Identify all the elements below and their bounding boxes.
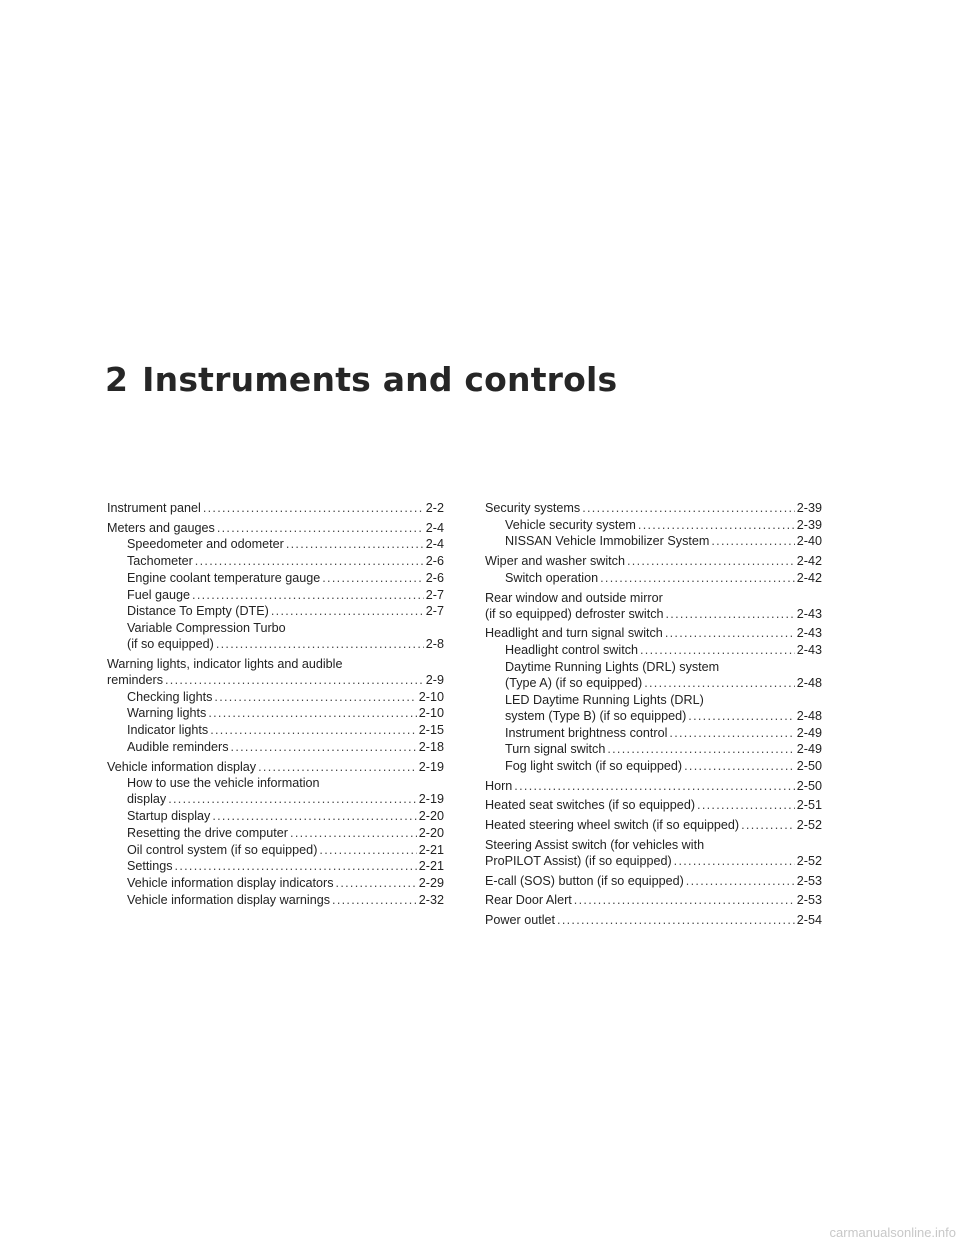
dot-leader (271, 603, 424, 619)
toc-page-number: 2-15 (418, 723, 444, 738)
toc-entry-text: (if so equipped) defroster switch (485, 606, 664, 621)
dot-leader (674, 853, 795, 869)
dot-leader (212, 808, 416, 824)
dot-leader (175, 858, 417, 874)
toc-entry-text-line1: Warning lights, indicator lights and audible (107, 656, 343, 671)
chapter-title-text: Instruments and controls (142, 360, 618, 399)
toc-page-number: 2-4 (425, 520, 444, 535)
dot-leader (600, 570, 795, 586)
toc-entry-text: (if so equipped) (127, 637, 214, 652)
dot-leader (210, 722, 417, 738)
toc-page-number: 2-6 (425, 570, 444, 585)
toc-page-number: 2-19 (418, 792, 444, 807)
dot-leader (168, 791, 417, 807)
toc-entry[interactable] (485, 741, 822, 757)
dot-leader (741, 817, 795, 833)
dot-leader (165, 672, 424, 688)
dot-leader (627, 553, 795, 569)
toc-page-number: 2-50 (796, 759, 822, 774)
toc-entry[interactable] (485, 912, 822, 928)
dot-leader (514, 778, 794, 794)
dot-leader (290, 825, 417, 841)
toc-entry[interactable] (485, 590, 822, 622)
toc-entry[interactable] (485, 817, 822, 833)
toc-entry[interactable] (107, 722, 444, 738)
toc-page-number: 2-42 (796, 570, 822, 585)
toc-entry-text-line1: LED Daytime Running Lights (DRL) (505, 692, 704, 707)
dot-leader (195, 553, 424, 569)
toc-entry-text: Warning lights (127, 706, 207, 721)
toc-entry-text: reminders (107, 673, 163, 688)
toc-entry-text: Settings (127, 859, 173, 874)
dot-leader (192, 587, 424, 603)
toc-entry-text: Speedometer and odometer (127, 537, 284, 552)
toc-page-number: 2-52 (796, 818, 822, 833)
dot-leader (644, 675, 795, 691)
toc-entry-text: display (127, 792, 167, 807)
toc-entry-text: Instrument panel (107, 501, 201, 515)
toc-page-number: 2-39 (796, 501, 822, 515)
toc-entry[interactable] (107, 842, 444, 858)
toc-entry-text: Power outlet (485, 913, 556, 928)
toc-entry[interactable] (107, 825, 444, 841)
dot-leader (640, 642, 795, 658)
toc-entry[interactable] (107, 587, 444, 603)
toc-page-number: 2-48 (796, 708, 822, 723)
toc-page-number: 2-52 (796, 854, 822, 869)
toc-entry[interactable] (107, 656, 444, 688)
dot-leader (711, 533, 794, 549)
toc-page-number: 2-50 (796, 778, 822, 793)
toc-entry[interactable] (485, 553, 822, 569)
toc-page-number: 2-43 (796, 606, 822, 621)
dot-leader (688, 708, 795, 724)
toc-page-number: 2-48 (796, 676, 822, 691)
toc-page-number: 2-40 (796, 534, 822, 549)
toc-entry-text: Heated steering wheel switch (if so equipped) (485, 818, 740, 833)
toc-page-number: 2-21 (418, 842, 444, 857)
toc-entry-text: E-call (SOS) button (if so equipped) (485, 873, 684, 888)
toc-page-number: 2-21 (418, 859, 444, 874)
toc-entry[interactable] (107, 620, 444, 652)
dot-leader (322, 570, 424, 586)
toc-page-number: 2-39 (796, 517, 822, 532)
toc-entry-text: Wiper and washer switch (485, 554, 625, 569)
toc-entry[interactable] (107, 739, 444, 755)
toc-entry[interactable] (485, 892, 822, 908)
toc-entry[interactable] (107, 705, 444, 721)
dot-leader (216, 636, 424, 652)
toc-page-number: 2-53 (796, 873, 822, 888)
toc-entry-text: Meters and gauges (107, 520, 215, 535)
toc-page-number: 2-49 (796, 725, 822, 740)
dot-leader (686, 873, 795, 889)
dot-leader (697, 797, 795, 813)
toc-entry-text: Resetting the drive computer (127, 825, 289, 840)
dot-leader (684, 758, 795, 774)
toc-entry-text: Engine coolant temperature gauge (127, 570, 321, 585)
toc-entry[interactable] (107, 603, 444, 619)
toc-entry[interactable] (107, 520, 444, 536)
toc-page-number: 2-2 (425, 501, 444, 515)
toc-entry[interactable] (485, 692, 822, 724)
toc-entry-text: Fuel gauge (127, 587, 191, 602)
dot-leader (574, 892, 795, 908)
toc-entry[interactable] (107, 759, 444, 775)
toc-entry[interactable] (485, 570, 822, 586)
toc-entry-text: Rear Door Alert (485, 893, 572, 908)
toc-page-number: 2-18 (418, 739, 444, 754)
toc-entry[interactable] (485, 642, 822, 658)
toc-page-number: 2-32 (418, 892, 444, 907)
toc-entry[interactable] (107, 892, 444, 908)
toc-page-number: 2-29 (418, 875, 444, 890)
toc-entry[interactable] (485, 758, 822, 774)
toc-entry-text: Heated seat switches (if so equipped) (485, 798, 696, 813)
toc-entry[interactable] (485, 837, 822, 869)
toc-entry-text: Vehicle security system (505, 517, 636, 532)
toc-entry-text: Fog light switch (if so equipped) (505, 759, 683, 774)
toc-entry[interactable] (107, 875, 444, 891)
toc-entry[interactable] (107, 570, 444, 586)
toc-entry-text: Oil control system (if so equipped) (127, 842, 318, 857)
dot-leader (214, 689, 416, 705)
toc-entry[interactable] (485, 517, 822, 533)
dot-leader (231, 739, 417, 755)
toc-entry[interactable] (107, 689, 444, 705)
toc-entry[interactable] (107, 500, 444, 516)
toc-entry[interactable] (485, 778, 822, 794)
toc-entry[interactable] (485, 625, 822, 641)
dot-leader (557, 912, 795, 928)
toc-entry-text-line1: Daytime Running Lights (DRL) system (505, 659, 720, 674)
toc-left-column (107, 500, 444, 908)
toc-page-number: 2-53 (796, 893, 822, 908)
toc-entry-text-line1: Variable Compression Turbo (127, 620, 286, 635)
toc-entry-text: Instrument brightness control (505, 725, 668, 740)
toc-entry-text: Indicator lights (127, 723, 209, 738)
dot-leader (582, 500, 795, 516)
toc-entry-text: ProPILOT Assist) (if so equipped) (485, 854, 672, 869)
toc-page-number: 2-42 (796, 554, 822, 569)
toc-page-number: 2-19 (418, 759, 444, 774)
toc-entry[interactable] (485, 797, 822, 813)
chapter-title (105, 360, 617, 399)
toc-entry[interactable] (485, 500, 822, 516)
toc-page-number: 2-7 (425, 587, 444, 602)
dot-leader (286, 536, 424, 552)
dot-leader (203, 500, 424, 516)
toc-entry-text: Tachometer (127, 554, 193, 569)
toc-entry-text: Audible reminders (127, 739, 229, 754)
toc-entry-text: Distance To Empty (DTE) (127, 604, 269, 619)
dot-leader (665, 625, 795, 641)
toc-entry-text: Security systems (485, 501, 581, 515)
toc-entry[interactable] (107, 775, 444, 807)
toc-entry-text-line1: Steering Assist switch (for vehicles with (485, 837, 705, 852)
toc-page-number: 2-49 (796, 742, 822, 757)
toc-page-number: 2-4 (425, 537, 444, 552)
dot-leader (336, 875, 417, 891)
toc-entry-text: Headlight control switch (505, 643, 638, 658)
toc-entry-text: Horn (485, 778, 513, 793)
toc-entry[interactable] (485, 533, 822, 549)
toc-page-number: 2-10 (418, 689, 444, 704)
dot-leader (666, 606, 795, 622)
toc-entry-text: system (Type B) (if so equipped) (505, 708, 687, 723)
dot-leader (332, 892, 417, 908)
toc-entry-text: (Type A) (if so equipped) (505, 676, 643, 691)
dot-leader (669, 725, 794, 741)
toc-entry[interactable] (107, 808, 444, 824)
dot-leader (638, 517, 795, 533)
toc-page-number: 2-7 (425, 604, 444, 619)
toc-entry-text-line1: How to use the vehicle information (127, 776, 320, 791)
toc-entry[interactable] (485, 725, 822, 741)
toc-entry-text: Turn signal switch (505, 742, 606, 757)
toc-entry-text-line1: Rear window and outside mirror (485, 590, 663, 605)
dot-leader (208, 705, 416, 721)
toc-entry-text: NISSAN Vehicle Immobilizer System (505, 534, 710, 549)
dot-leader (258, 759, 417, 775)
toc-entry-text: Headlight and turn signal switch (485, 626, 663, 641)
toc-page-number: 2-6 (425, 554, 444, 569)
toc-page-number: 2-51 (796, 798, 822, 813)
chapter-number: 2 (105, 360, 129, 399)
dot-leader (217, 520, 424, 536)
toc-entry[interactable] (107, 536, 444, 552)
toc-entry[interactable] (485, 659, 822, 691)
toc-page-number: 2-20 (418, 809, 444, 824)
toc-entry[interactable] (107, 553, 444, 569)
toc-page-number: 2-9 (425, 673, 444, 688)
toc-entry-text: Vehicle information display (107, 759, 257, 774)
toc-entry-text: Checking lights (127, 689, 213, 704)
toc-page-number: 2-20 (418, 825, 444, 840)
toc-entry-text: Vehicle information display warnings (127, 892, 331, 907)
toc-page-number: 2-43 (796, 626, 822, 641)
toc-entry-text: Vehicle information display indicators (127, 875, 334, 890)
toc-page-number: 2-10 (418, 706, 444, 721)
dot-leader (607, 741, 794, 757)
toc-entry[interactable] (485, 873, 822, 889)
toc-page-number: 2-54 (796, 913, 822, 928)
dot-leader (319, 842, 416, 858)
toc-entry-text: Switch operation (505, 570, 599, 585)
toc-page-number: 2-8 (425, 637, 444, 652)
toc-entry[interactable] (107, 858, 444, 874)
toc-entry-text: Startup display (127, 809, 211, 824)
toc-right-column (485, 500, 822, 928)
watermark: carmanualsonline.info (829, 1225, 956, 1240)
toc-page-number: 2-43 (796, 643, 822, 658)
